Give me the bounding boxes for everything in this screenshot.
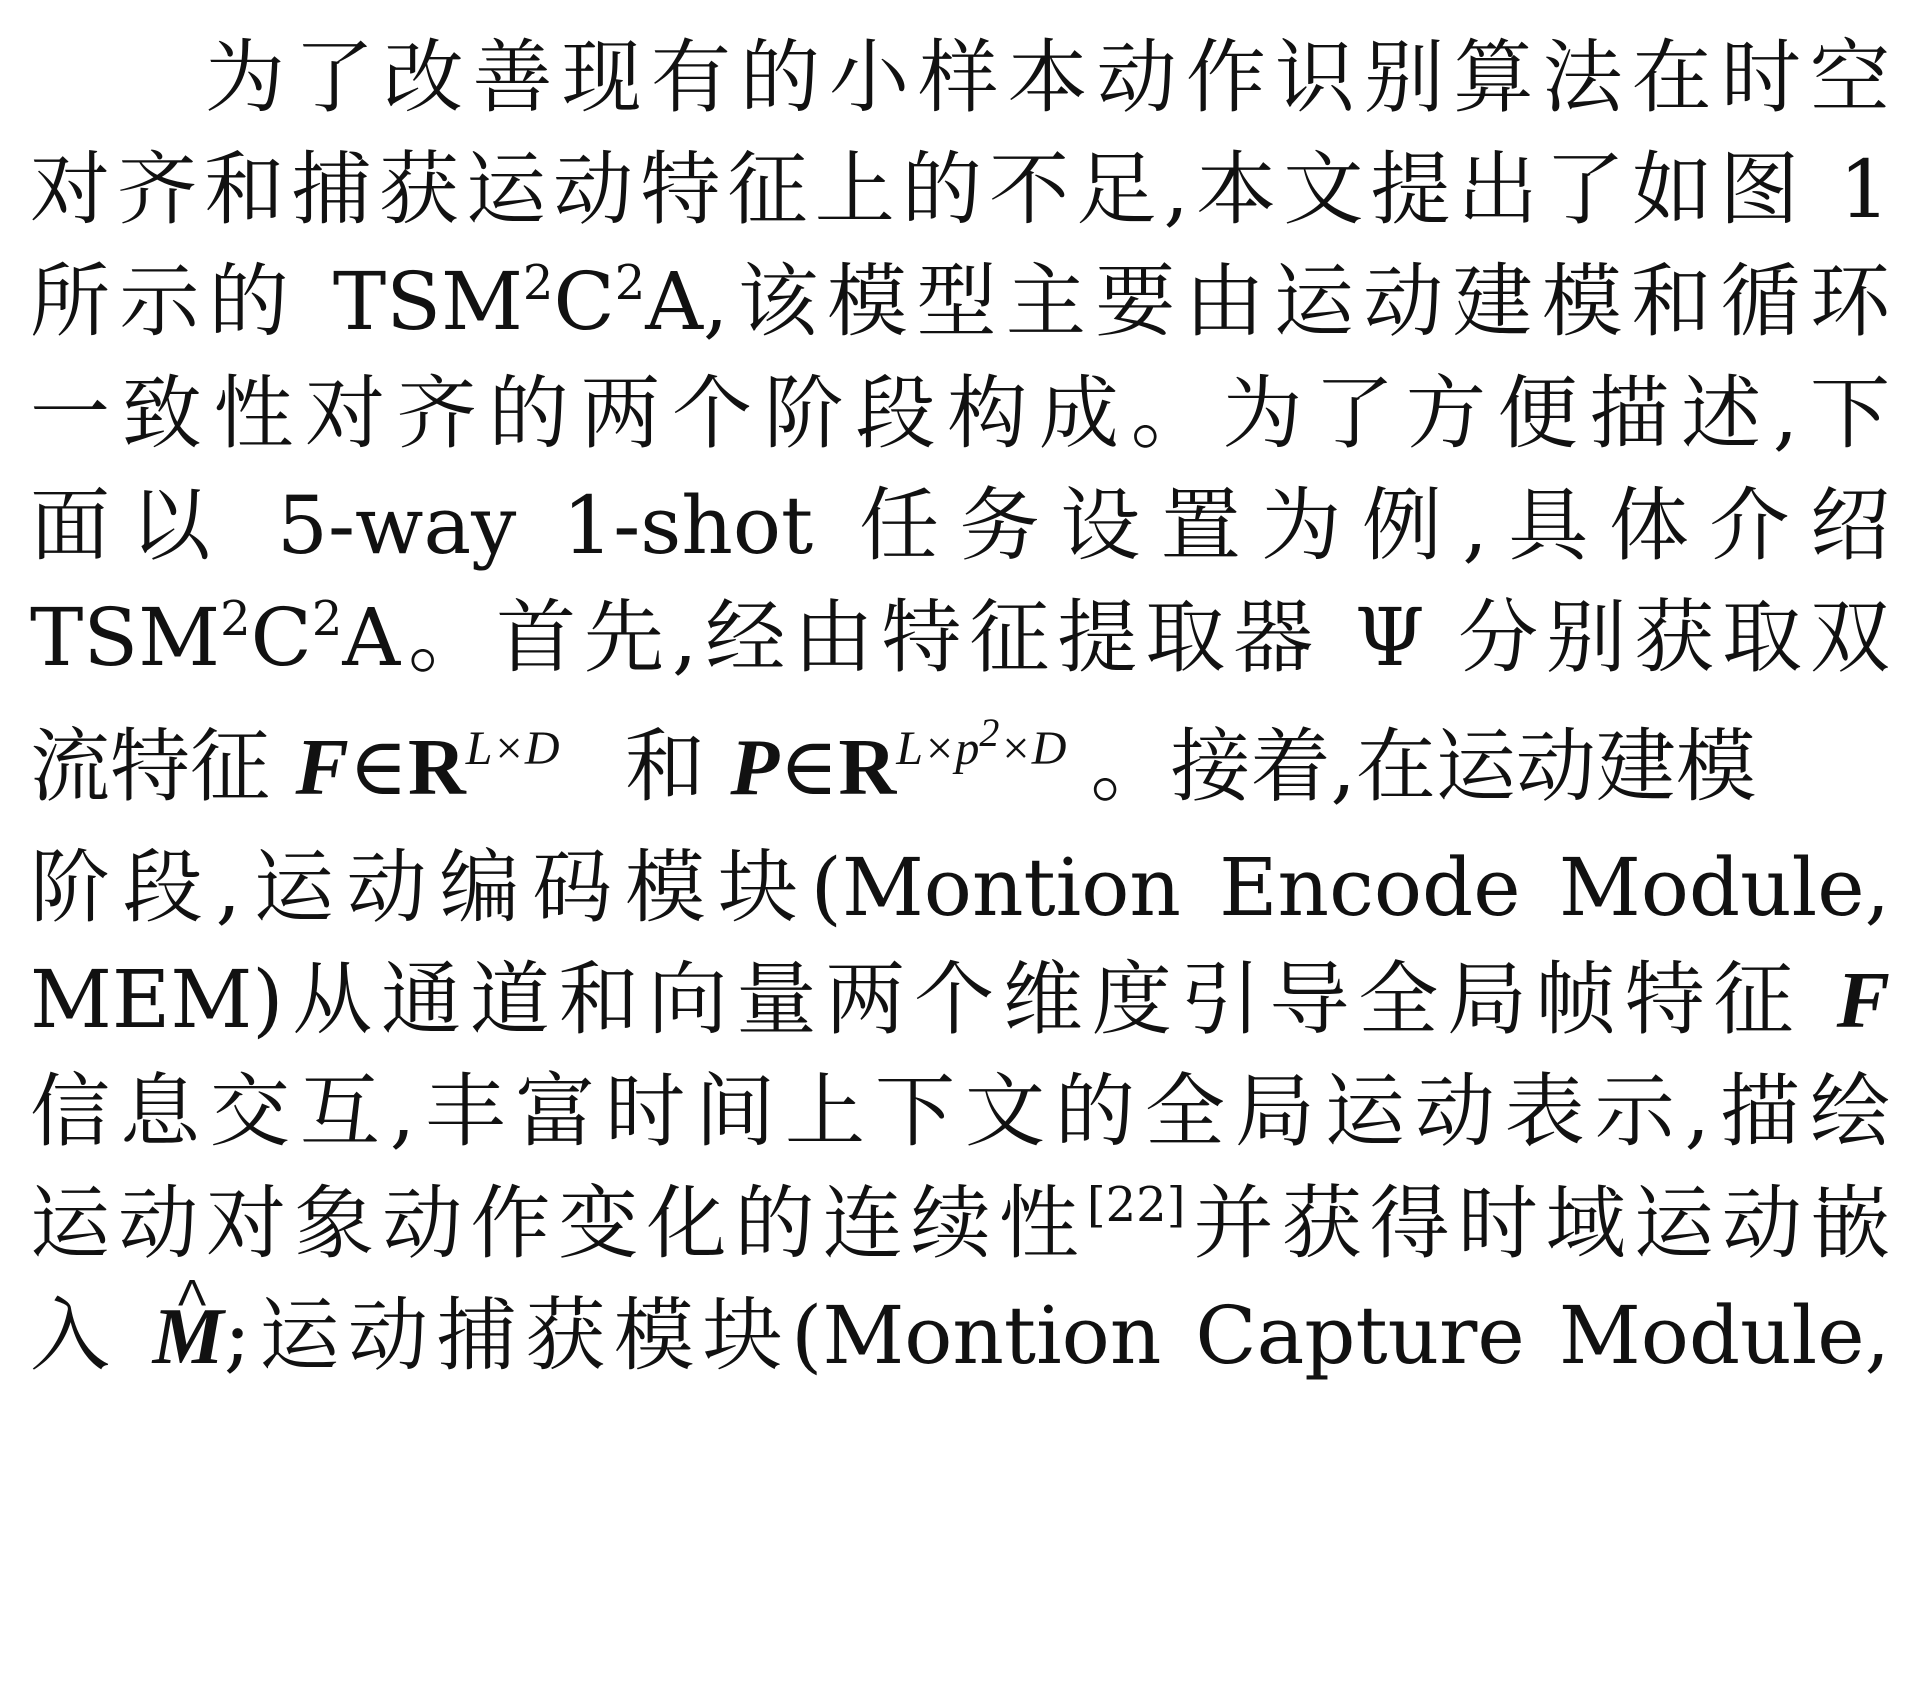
math-F-2: F	[1836, 957, 1890, 1045]
line-3-sup-2: 2	[614, 255, 646, 311]
line-11-text-c: 并获得时域运动嵌	[1185, 1177, 1890, 1270]
line-7-text-c: 。接着,在运动建模	[1090, 720, 1756, 813]
line-6-sup-1: 2	[220, 591, 251, 647]
math-in-1: ∈	[348, 724, 409, 812]
math-exp-2c: ×D	[999, 722, 1067, 775]
line-9-text-a: MEM)从通道和向量两个维度引导全局帧特征	[30, 953, 1837, 1046]
line-6-text-c: A。首先,经由特征提取器 Ψ 分别获取双	[342, 591, 1890, 684]
text-line-7	[30, 702, 1890, 832]
line-3-text-b: C	[553, 255, 615, 348]
line-3-text-a: 所示的 TSM	[30, 255, 523, 348]
line-5-text: 面以 5-way 1-shot 任务设置为例,具体介绍	[30, 479, 1890, 572]
text-line-11	[30, 1168, 1890, 1280]
math-F: F	[295, 724, 349, 812]
text-line-2	[30, 134, 1890, 246]
math-in-2: ∈	[779, 724, 839, 812]
text-line-9	[30, 944, 1890, 1056]
line-3-sup-1: 2	[522, 255, 554, 311]
math-P: P	[730, 724, 780, 812]
line-4-text: 一致性对齐的两个阶段构成。为了方便描述,下	[30, 367, 1890, 460]
line-2-text: 对齐和捕获运动特征上的不足,本文提出了如图 1	[30, 143, 1890, 236]
math-M-hat: ^ M	[153, 1281, 224, 1392]
line-6-text-b: C	[250, 591, 312, 684]
line-12-text-b: ;运动捕获模块(Montion Capture Module,	[223, 1289, 1890, 1382]
line-12-text-a: 入	[30, 1289, 153, 1382]
math-exp-2b: 2	[979, 710, 1000, 755]
text-line-12	[30, 1280, 1890, 1392]
text-line-5	[30, 470, 1890, 582]
text-line-3	[30, 246, 1890, 358]
line-11-text-a: 运动对象动作变化的连续性	[30, 1177, 1087, 1270]
math-exp-1: L×D	[465, 722, 560, 775]
line-8-text: 阶段,运动编码模块(Montion Encode Module,	[30, 841, 1890, 934]
line-6-sup-2: 2	[311, 591, 343, 647]
line-7-text-a: 流特征	[30, 720, 296, 813]
line-6-text-a: TSM	[30, 591, 221, 684]
text-line-10	[30, 1056, 1890, 1168]
math-R-2: R	[838, 724, 897, 812]
line-10-text: 信息交互,丰富时间上下文的全局运动表示,描绘	[30, 1065, 1890, 1158]
line-1-text: 为了改善现有的小样本动作识别算法在时空	[205, 31, 1890, 124]
text-line-1	[30, 22, 1890, 134]
line-7-text-b: 和	[624, 720, 731, 813]
text-line-6	[30, 582, 1890, 694]
text-line-8	[30, 832, 1890, 944]
line-3-text-c: A,该模型主要由运动建模和循环	[645, 255, 1890, 348]
math-R-1: R	[408, 724, 466, 812]
text-line-4	[30, 358, 1890, 470]
math-exp-2a: L×p	[896, 722, 980, 775]
citation-22: [22]	[1086, 1177, 1186, 1233]
